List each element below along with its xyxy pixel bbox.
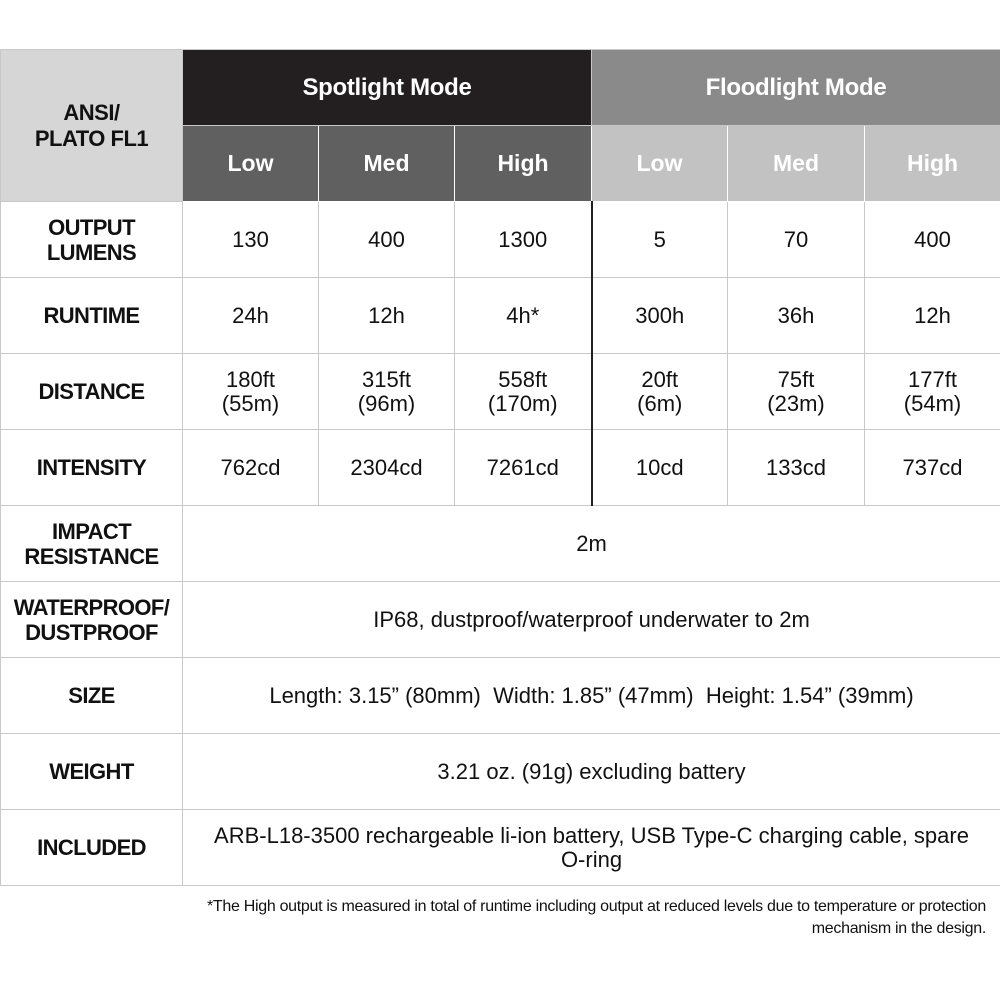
footnote <box>26 896 986 940</box>
distance-ft: 75ft <box>777 366 815 392</box>
included-row <box>1 810 1000 886</box>
standard-label-cell <box>1 50 183 202</box>
distance-m: (96m) <box>357 390 416 416</box>
weight-label: WEIGHT <box>1 734 183 810</box>
waterproof-label-line1: WATERPROOF/ <box>13 594 170 620</box>
included-value <box>183 810 1000 886</box>
waterproof-value: IP68, dustproof/waterproof underwater to 2m <box>183 582 1000 658</box>
distance-ft: 20ft <box>641 366 679 392</box>
output-label-line2: LUMENS <box>46 239 137 265</box>
intensity-flood-low: 10cd <box>592 430 728 506</box>
runtime-spot-med: 12h <box>319 278 455 354</box>
distance-row <box>1 354 1000 430</box>
distance-m: (55m) <box>221 390 280 416</box>
distance-flood-low <box>592 354 728 430</box>
size-value: Length: 3.15” (80mm) Width: 1.85” (47mm) Height: 1.54” (39mm) <box>183 658 1000 734</box>
output-spot-high: 1300 <box>455 202 592 278</box>
intensity-spot-med: 2304cd <box>319 430 455 506</box>
intensity-flood-high: 737cd <box>865 430 1000 506</box>
distance-flood-high <box>865 354 1000 430</box>
runtime-spot-low: 24h <box>183 278 319 354</box>
impact-label-line2: RESISTANCE <box>24 543 159 569</box>
output-spot-low: 130 <box>183 202 319 278</box>
runtime-row <box>1 278 1000 354</box>
output-flood-med: 70 <box>728 202 865 278</box>
distance-label: DISTANCE <box>1 354 183 430</box>
intensity-spot-high: 7261cd <box>455 430 592 506</box>
impact-label <box>1 506 183 582</box>
size-label: SIZE <box>1 658 183 734</box>
level-header-flood-med: Med <box>728 126 865 202</box>
distance-m: (170m) <box>487 390 558 416</box>
output-label <box>1 202 183 278</box>
weight-row <box>1 734 1000 810</box>
intensity-spot-low: 762cd <box>183 430 319 506</box>
runtime-flood-high: 12h <box>865 278 1000 354</box>
output-flood-low: 5 <box>592 202 728 278</box>
level-header-spot-high: High <box>455 126 592 202</box>
runtime-spot-high: 4h* <box>455 278 592 354</box>
intensity-row <box>1 430 1000 506</box>
distance-m: (6m) <box>637 390 683 416</box>
runtime-flood-low: 300h <box>592 278 728 354</box>
level-header-spot-low: Low <box>183 126 319 202</box>
footnote-line1: *The High output is measured in total of runtime including output at reduced levels due to temperature or protection <box>206 898 986 915</box>
level-header-spot-med: Med <box>319 126 455 202</box>
waterproof-label-line2: DUSTPROOF <box>25 619 158 645</box>
size-row <box>1 658 1000 734</box>
impact-value: 2m <box>183 506 1000 582</box>
floodlight-mode-header: Floodlight Mode <box>592 50 1000 126</box>
distance-ft: 315ft <box>362 366 411 392</box>
waterproof-row <box>1 582 1000 658</box>
header-row-modes <box>1 50 1000 126</box>
distance-ft: 558ft <box>498 366 548 392</box>
included-text: ARB-L18-3500 rechargeable li-ion battery, USB Type-C charging cable, spare O-ring <box>214 822 969 872</box>
intensity-flood-med: 133cd <box>728 430 865 506</box>
standard-label-line1: ANSI/ <box>63 99 120 125</box>
output-flood-high: 400 <box>865 202 1000 278</box>
intensity-label: INTENSITY <box>1 430 183 506</box>
impact-row <box>1 506 1000 582</box>
distance-spot-med <box>319 354 455 430</box>
distance-ft: 177ft <box>908 366 957 392</box>
impact-label-line1: IMPACT <box>51 518 132 544</box>
level-header-flood-high: High <box>865 126 1000 202</box>
distance-spot-high <box>455 354 592 430</box>
distance-ft: 180ft <box>226 366 275 392</box>
level-header-flood-low: Low <box>592 126 728 202</box>
output-label-line1: OUTPUT <box>48 214 135 240</box>
standard-label-line2: PLATO FL1 <box>34 125 149 151</box>
included-label: INCLUDED <box>1 810 183 886</box>
footnote-line2: mechanism in the design. <box>811 920 986 937</box>
runtime-label: RUNTIME <box>1 278 183 354</box>
distance-m: (54m) <box>903 390 962 416</box>
spec-table <box>0 49 1000 886</box>
weight-value: 3.21 oz. (91g) excluding battery <box>183 734 1000 810</box>
distance-m: (23m) <box>767 390 825 416</box>
output-spot-med: 400 <box>319 202 455 278</box>
waterproof-label <box>1 582 183 658</box>
spotlight-mode-header: Spotlight Mode <box>183 50 592 126</box>
distance-spot-low <box>183 354 319 430</box>
output-row <box>1 202 1000 278</box>
runtime-flood-med: 36h <box>728 278 865 354</box>
distance-flood-med <box>728 354 865 430</box>
